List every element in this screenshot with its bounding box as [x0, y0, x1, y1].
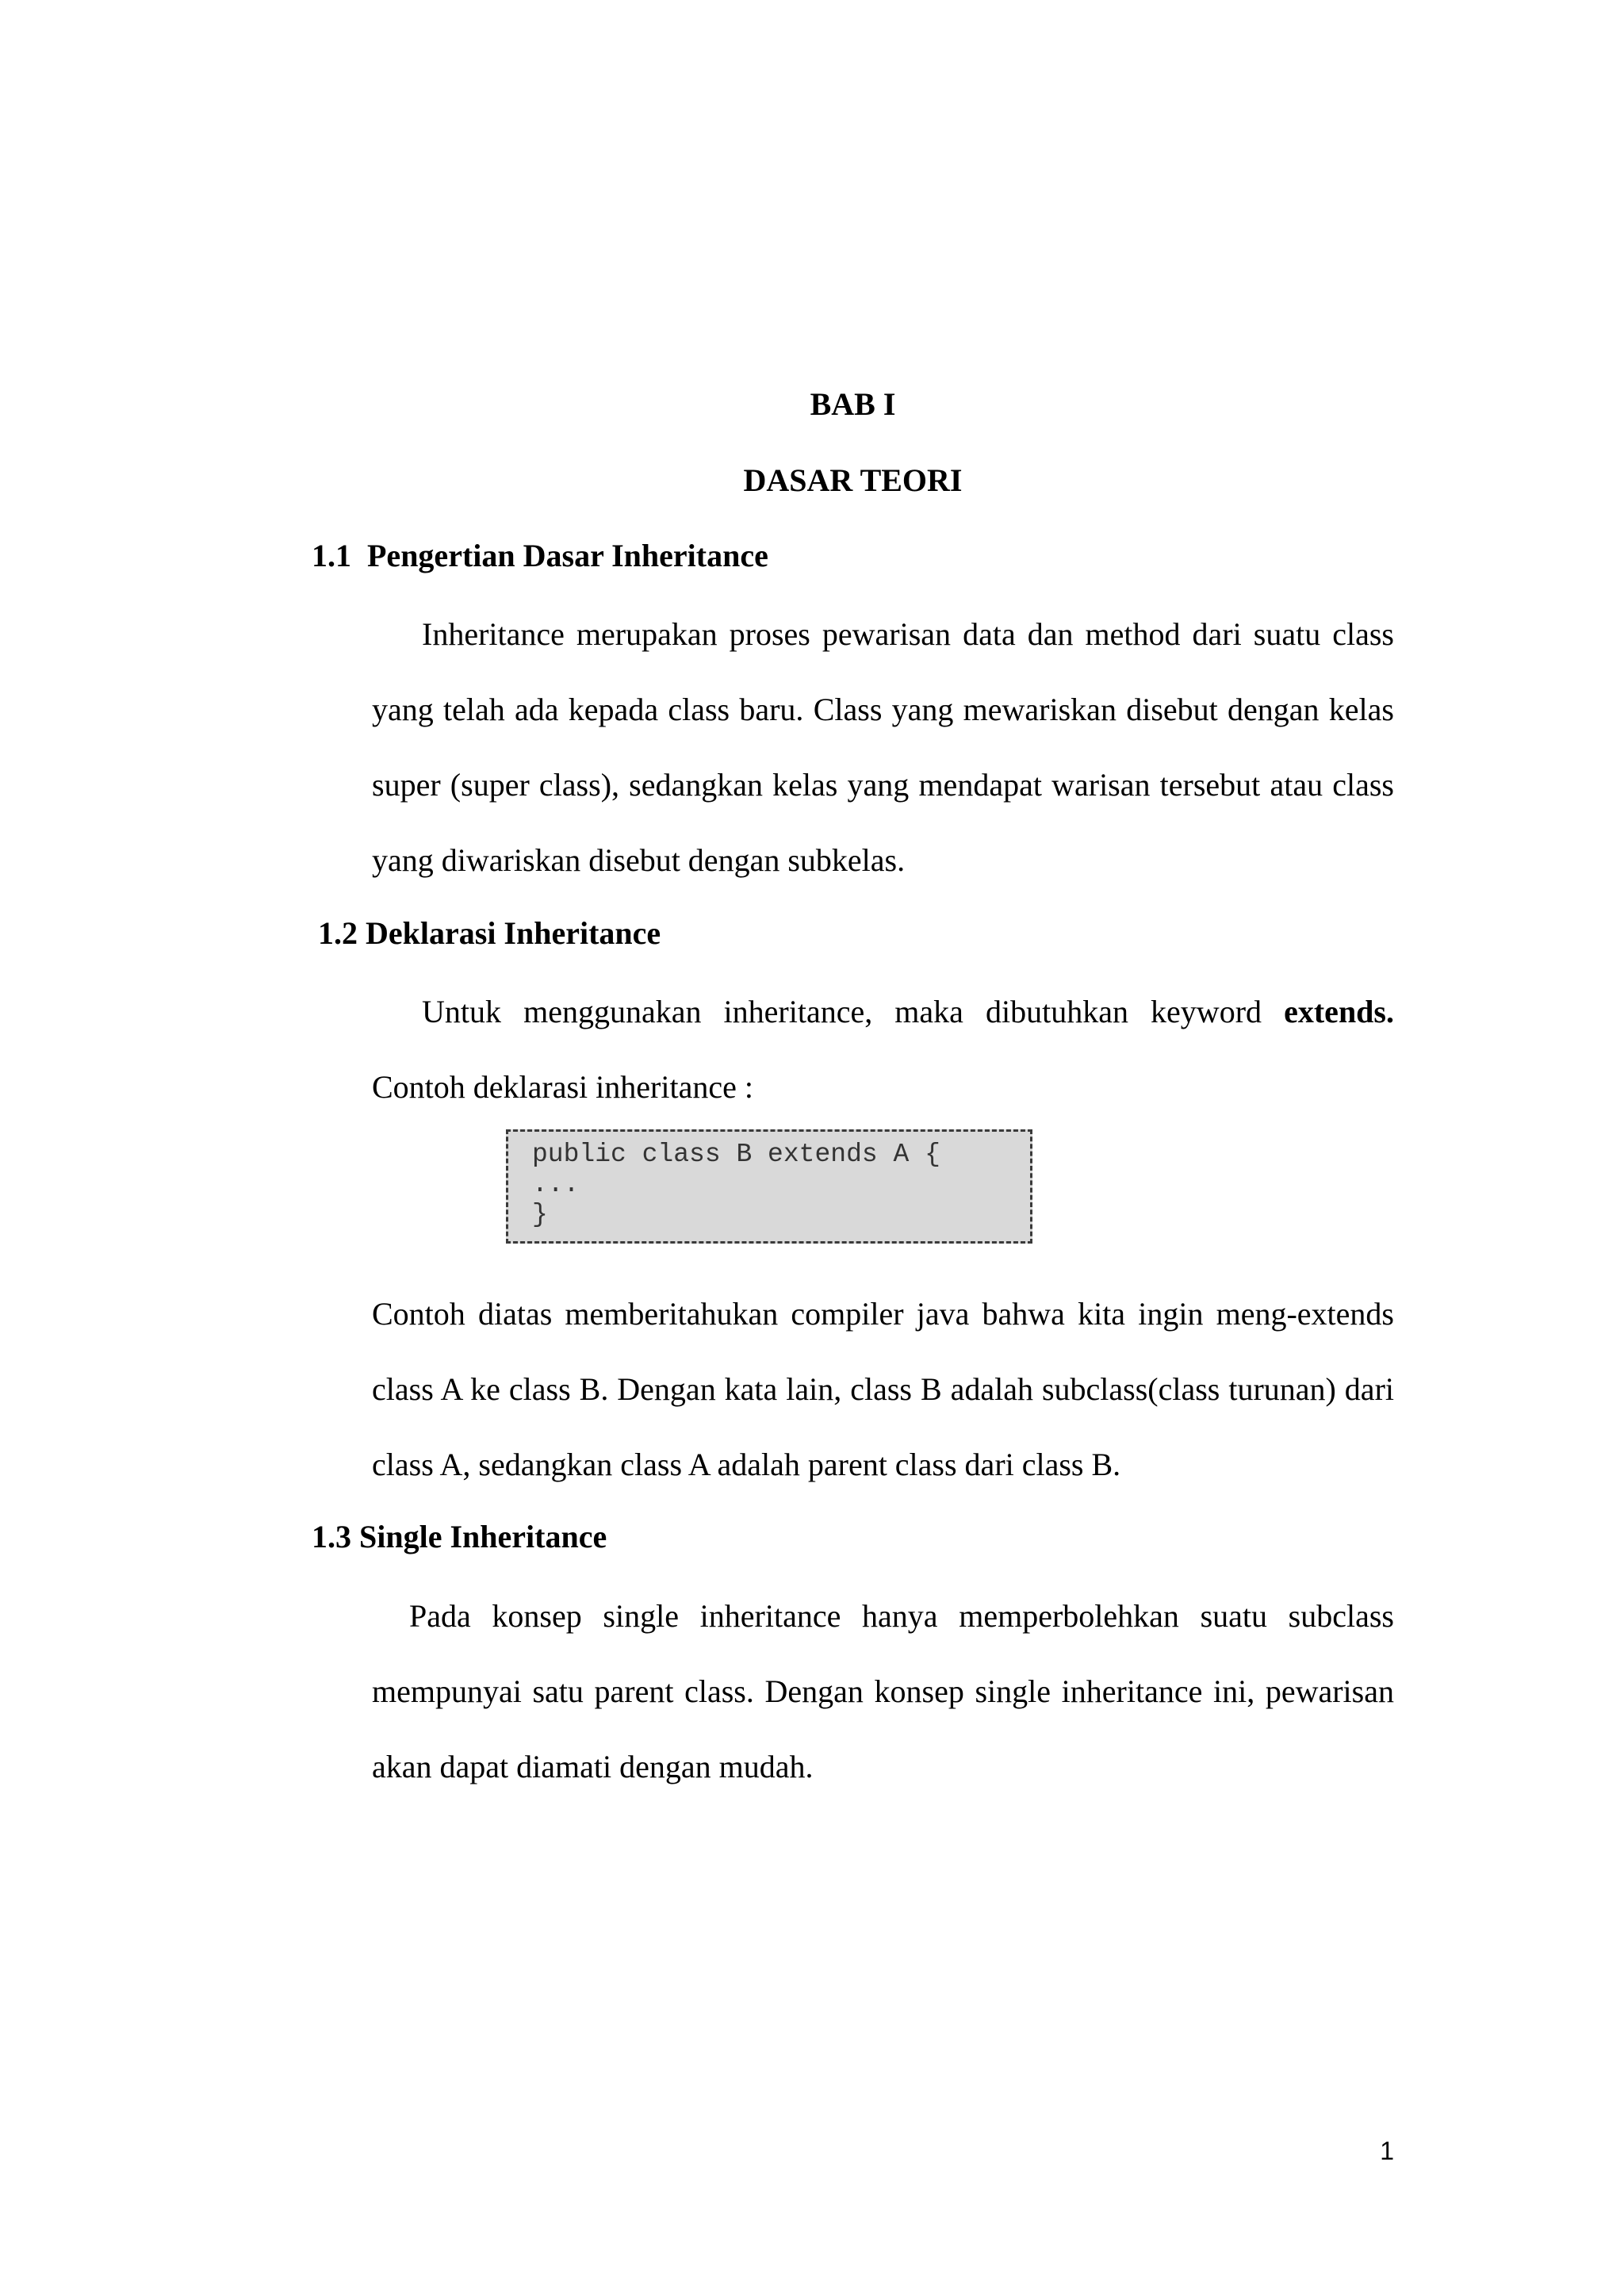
section-heading-1-1	[312, 537, 768, 575]
section-title: Single Inheritance	[359, 1519, 607, 1554]
keyword-extends: extends.	[1284, 994, 1394, 1029]
chapter-number: BAB I	[810, 386, 896, 422]
section-heading-1-3	[312, 1518, 607, 1556]
code-line: }	[532, 1200, 548, 1229]
code-line: ...	[532, 1170, 580, 1199]
page-number: 1	[1380, 2137, 1394, 2165]
paragraph-text: Untuk menggunakan inheritance, maka dibutuhkan keyword	[422, 994, 1285, 1029]
section-number: 1.2	[318, 915, 358, 951]
section-number: 1.3	[312, 1519, 351, 1554]
section-1-2-explanation: Contoh diatas memberitahukan compiler java bahwa kita ingin meng-extends class A ke class B. Dengan kata lain, class B adalah subclass(class turunan) dari class A, sedangkan class A adalah parent class dari class B.	[372, 1296, 1394, 1482]
section-heading-1-2	[318, 914, 661, 953]
section-1-1-paragraph: Inheritance merupakan proses pewarisan data dan method dari suatu class yang telah ada kepada class baru. Class yang mewariskan disebut dengan kelas super (super class), sedangkan kelas yang mendapat warisan tersebut atau class yang diwariskan disebut dengan subkelas.	[372, 616, 1394, 878]
code-example-box	[506, 1129, 1032, 1244]
section-1-2-paragraph	[372, 974, 1394, 1125]
chapter-title: DASAR TEORI	[743, 462, 963, 498]
section-number: 1.1	[312, 538, 351, 573]
section-1-3-paragraph: Pada konsep single inheritance hanya memperbolehkan suatu subclass mempunyai satu parent class. Dengan konsep single inheritance ini, pewarisan akan dapat diamati dengan mudah.	[372, 1598, 1394, 1784]
paragraph-text: Contoh deklarasi inheritance :	[372, 1069, 753, 1105]
code-line: public class B extends A {	[532, 1140, 940, 1169]
section-title: Deklarasi Inheritance	[366, 915, 661, 951]
section-title: Pengertian Dasar Inheritance	[367, 538, 768, 573]
